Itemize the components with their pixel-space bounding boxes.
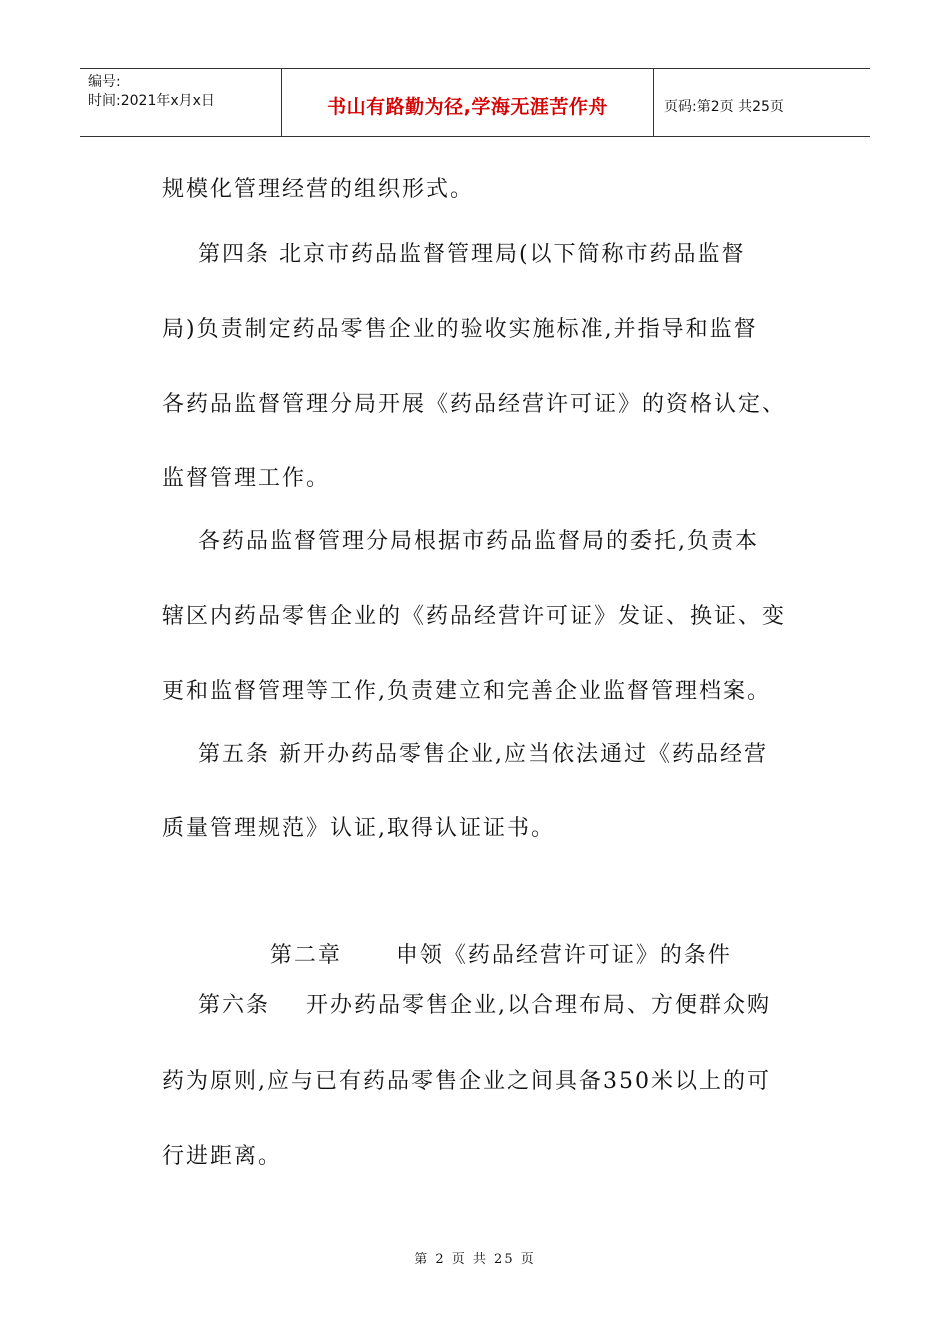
body-line: 药为原则,应与已有药品零售企业之间具备350米以上的可 [162,1069,771,1094]
body-line: 更和监督管理等工作,负责建立和完善企业监督管理档案。 [162,679,771,704]
body-line: 规模化管理经营的组织形式。 [162,177,475,202]
document-header [80,68,870,137]
header-page-code: 页码:第2页 共25页 [664,98,784,115]
document-date-label: 时间:2021年x月x日 [88,93,215,109]
header-meta-cell [80,69,282,136]
body-line: 质量管理规范》认证,取得认证证书。 [162,816,555,841]
page-footer: 第 2 页 共 25 页 [414,1252,536,1267]
body-line: 局)负责制定药品零售企业的验收实施标准,并指导和监督 [162,317,758,342]
header-motto: 书山有路勤为径,学海无涯苦作舟 [282,69,654,136]
body-line: 各药品监督管理分局根据市药品监督局的委托,负责本 [162,529,759,554]
body-line: 第四条 北京市药品监督管理局(以下简称市药品监督 [162,242,746,267]
body-line: 第五条 新开办药品零售企业,应当依法通过《药品经营 [162,742,768,767]
body-line: 第六条 开办药品零售企业,以合理布局、方便群众购 [162,993,771,1018]
body-line: 监督管理工作。 [162,466,331,491]
chapter-heading: 第二章 申领《药品经营许可证》的条件 [162,943,732,968]
body-line: 各药品监督管理分局开展《药品经营许可证》的资格认定、 [162,392,787,417]
body-line: 行进距离。 [162,1144,283,1169]
document-number-label: 编号: [88,74,121,90]
body-line: 辖区内药品零售企业的《药品经营许可证》发证、换证、变 [162,604,787,629]
